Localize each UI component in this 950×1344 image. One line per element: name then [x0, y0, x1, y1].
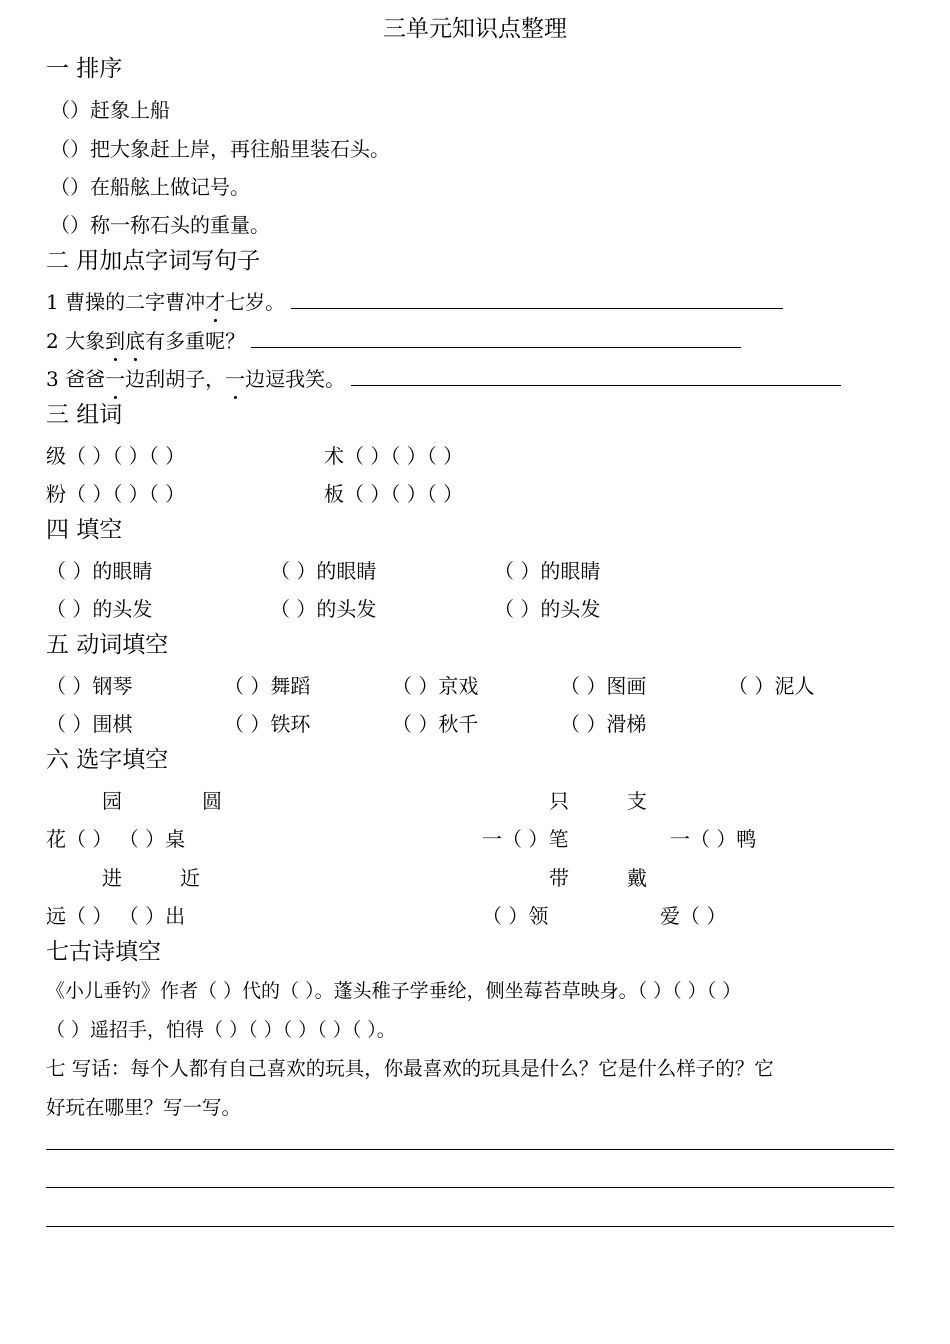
sort-item-4: （）称一称石头的重量。 — [50, 213, 270, 237]
q3-dotted-char-1: 一 — [105, 367, 126, 391]
section-6-heading: 六 选字填空 — [46, 747, 169, 773]
fill-love[interactable]: 爱（ ） — [660, 904, 727, 928]
fill-eyes-3[interactable]: （ ）的眼睛 — [494, 559, 601, 583]
fill-flower-table[interactable]: 花（ ） （ ）桌 — [46, 827, 186, 851]
sort-item-2: （）把大象赶上岸，再往船里装石头。 — [50, 137, 390, 161]
q3-answer-line[interactable] — [351, 369, 841, 386]
q1-prefix: 1 曹操的二字曹冲 — [46, 290, 206, 314]
writing-line-2[interactable] — [46, 1187, 894, 1188]
verb-swing[interactable]: （ ）秋千 — [392, 712, 479, 736]
q1-answer-line[interactable] — [291, 292, 783, 309]
section-1-heading: 一 排序 — [46, 56, 123, 82]
q1-suffix: 七岁。 — [225, 290, 286, 314]
writing-prompt-line-1: 七 写话：每个人都有自己喜欢的玩具，你最喜欢的玩具是什么？它是什么样子的？它 — [46, 1057, 774, 1080]
choice-yuan-2: 圆 — [202, 789, 222, 813]
section-5-heading: 五 动词填空 — [46, 632, 169, 658]
choice-yuan-1: 园 — [102, 789, 122, 813]
fill-hair-2[interactable]: （ ）的头发 — [270, 597, 377, 621]
fill-collar[interactable]: （ ）领 — [482, 904, 549, 928]
verb-opera[interactable]: （ ）京戏 — [392, 674, 479, 698]
verb-clay-figure[interactable]: （ ）泥人 — [728, 674, 815, 698]
sentence-question-2 — [46, 325, 741, 354]
section-4-heading: 四 填空 — [46, 517, 123, 543]
q2-dotted-char-2: 底 — [125, 329, 146, 353]
verb-slide[interactable]: （ ）滑梯 — [560, 712, 647, 736]
q3-middle: 边刮胡子， — [125, 367, 226, 391]
section-7-heading: 七古诗填空 — [46, 939, 161, 965]
q3-suffix: 边逗我笑。 — [245, 367, 346, 391]
q2-answer-line[interactable] — [251, 331, 741, 348]
sentence-question-3 — [46, 363, 841, 392]
choice-dai-2: 戴 — [627, 866, 647, 890]
choice-jin-2: 近 — [180, 866, 200, 890]
section-2-heading: 二 用加点字词写句子 — [46, 248, 261, 274]
verb-piano[interactable]: （ ）钢琴 — [46, 674, 133, 698]
q2-dotted-char-1: 到 — [105, 329, 126, 353]
q3-prefix: 3 爸爸 — [46, 367, 106, 391]
fill-eyes-2[interactable]: （ ）的眼睛 — [270, 559, 377, 583]
writing-line-3[interactable] — [46, 1226, 894, 1227]
sentence-question-1 — [46, 286, 783, 315]
word-group-shu[interactable]: 术（ ）（ ）（ ） — [324, 444, 464, 468]
fill-one-pen[interactable]: 一（ ）笔 — [482, 827, 569, 851]
sort-item-3: （）在船舷上做记号。 — [50, 175, 250, 199]
choice-dai-1: 带 — [549, 866, 569, 890]
fill-eyes-1[interactable]: （ ）的眼睛 — [46, 559, 153, 583]
choice-zhi-2: 支 — [627, 789, 647, 813]
word-group-fen[interactable]: 粉（ ）（ ）（ ） — [46, 482, 186, 506]
choice-jin-1: 进 — [102, 866, 122, 890]
q1-dotted-char: 才 — [205, 290, 226, 314]
fill-hair-3[interactable]: （ ）的头发 — [494, 597, 601, 621]
sort-item-1: （）赶象上船 — [50, 98, 170, 122]
q2-prefix: 2 大象 — [46, 329, 106, 353]
verb-picture[interactable]: （ ）图画 — [560, 674, 647, 698]
word-group-ji[interactable]: 级（ ）（ ）（ ） — [46, 444, 186, 468]
verb-dance[interactable]: （ ）舞蹈 — [224, 674, 311, 698]
q2-suffix: 有多重呢？ — [145, 329, 246, 353]
page-title: 三单元知识点整理 — [383, 16, 567, 42]
fill-far-out[interactable]: 远（ ） （ ）出 — [46, 904, 186, 928]
section-3-heading: 三 组词 — [46, 402, 123, 428]
word-group-ban[interactable]: 板（ ）（ ）（ ） — [324, 482, 464, 506]
choice-zhi-1: 只 — [549, 789, 569, 813]
poem-line-2[interactable]: （ ）遥招手，怕得（ ）（ ）（ ）（ ）（ ）。 — [46, 1019, 396, 1041]
q3-dotted-char-2: 一 — [225, 367, 246, 391]
verb-go-chess[interactable]: （ ）围棋 — [46, 712, 133, 736]
fill-hair-1[interactable]: （ ）的头发 — [46, 597, 153, 621]
writing-line-1[interactable] — [46, 1149, 894, 1150]
writing-prompt-line-2: 好玩在哪里？写一写。 — [46, 1096, 242, 1119]
fill-one-duck[interactable]: 一（ ）鸭 — [670, 827, 757, 851]
verb-iron-hoop[interactable]: （ ）铁环 — [224, 712, 311, 736]
poem-line-1[interactable]: 《小儿垂钓》作者（ ）代的（ ）。蓬头稚子学垂纶，侧坐莓苔草映身。（ ）（ ）（ ） — [46, 980, 742, 1002]
